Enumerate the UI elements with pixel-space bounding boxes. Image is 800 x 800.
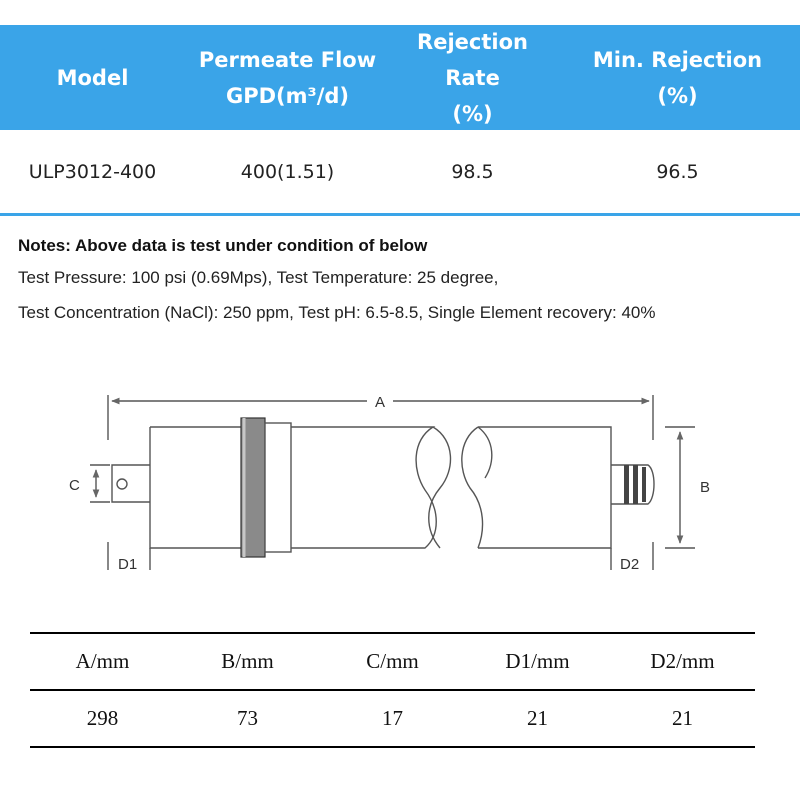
break-curve-right-inner <box>478 427 492 478</box>
label-b: B <box>700 479 711 496</box>
notes-title: Notes: Above data is test under condition of below <box>18 236 428 255</box>
cell-rejection: 98.5 <box>451 160 494 183</box>
header-permeate-flow: Permeate Flow GPD(m³/d) <box>198 47 377 108</box>
notes-line-1: Test Pressure: 100 psi (0.69Mps), Test Temperature: 25 degree, <box>18 268 499 287</box>
membrane-diagram <box>0 370 800 590</box>
seal-collar <box>265 423 291 552</box>
left-tab-hole <box>117 479 127 489</box>
header-model: Model <box>56 65 129 90</box>
label-a: A <box>374 394 386 411</box>
dimension-table-header <box>30 634 755 691</box>
dim-header-d1: D1/mm <box>505 649 570 673</box>
body-left <box>150 427 244 548</box>
right-connector <box>611 465 654 504</box>
dim-value-d1: 21 <box>527 706 548 730</box>
connector-threads <box>624 465 646 504</box>
body-right <box>478 427 611 548</box>
break-curve-right <box>462 427 483 548</box>
dim-value-c: 17 <box>382 706 403 730</box>
dimension-table-row <box>30 691 755 746</box>
dim-value-b: 73 <box>237 706 258 730</box>
break-curve-left <box>429 427 451 548</box>
label-c: C <box>69 477 80 494</box>
label-d1: D1 <box>118 556 138 573</box>
cell-model: ULP3012-400 <box>28 160 157 183</box>
spec-table-header <box>0 25 800 130</box>
cell-flow: 400(1.51) <box>240 160 335 183</box>
spec-table-row <box>0 130 800 216</box>
spec-table <box>0 25 800 216</box>
dim-header-c: C/mm <box>366 649 419 673</box>
dim-value-d2: 21 <box>672 706 693 730</box>
body-middle <box>290 427 436 548</box>
dimension-table <box>30 632 755 748</box>
cell-min-rejection: 96.5 <box>656 160 699 183</box>
dim-value-a: 298 <box>86 706 119 730</box>
header-min-rejection: Min. Rejection (%) <box>592 47 763 108</box>
dim-header-b: B/mm <box>221 649 274 673</box>
test-notes <box>18 232 788 330</box>
label-d2: D2 <box>620 556 640 573</box>
notes-line-2: Test Concentration (NaCl): 250 ppm, Test pH: 6.5-8.5, Single Element recovery: 40% <box>18 303 656 322</box>
dim-header-a: A/mm <box>75 649 130 673</box>
header-rejection-rate: Rejection Rate (%) <box>417 29 528 126</box>
dim-header-d2: D2/mm <box>650 649 715 673</box>
